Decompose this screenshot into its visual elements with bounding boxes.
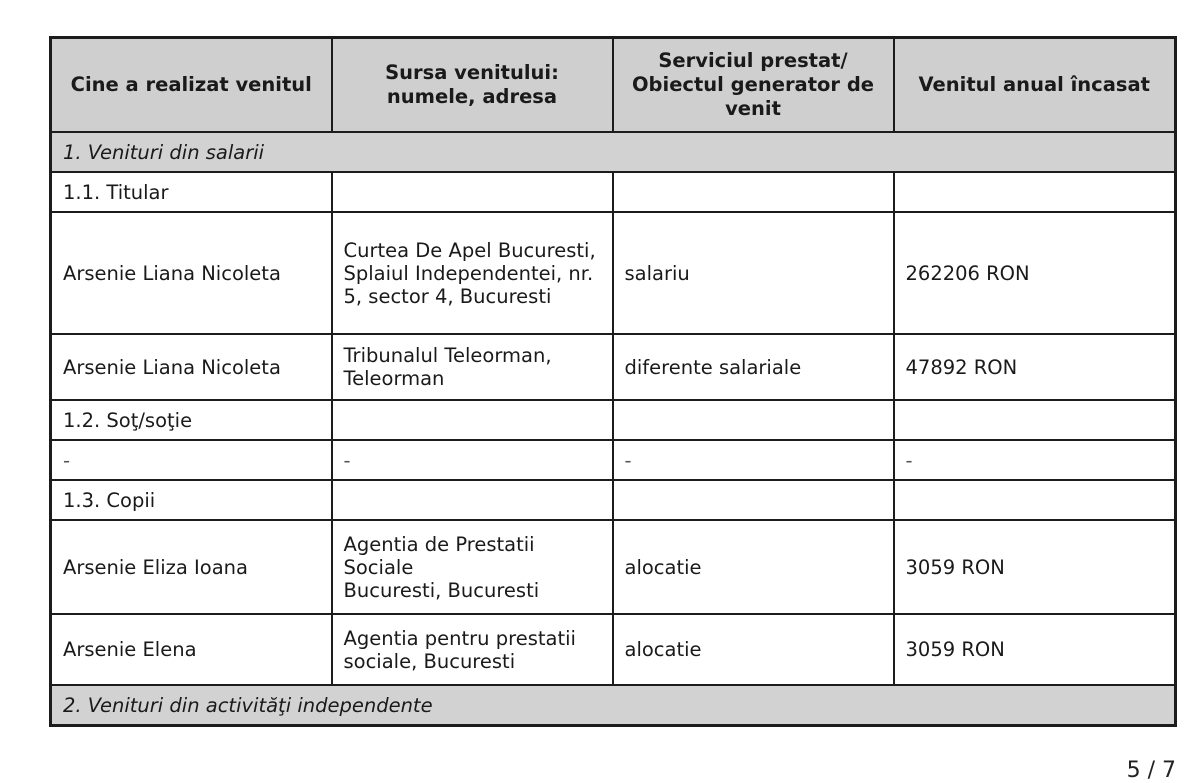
cell-who: Arsenie Eliza Ioana [51,520,332,614]
header-annual-income: Venitul anual încasat [894,38,1176,133]
income-table [49,36,1177,727]
table-row [51,440,1176,480]
cell-who: Arsenie Liana Nicoleta [51,212,332,334]
subsection-titular: 1.1. Titular [51,172,332,212]
table-cell [613,480,894,520]
table-row [51,334,1176,400]
table-row [51,212,1176,334]
section-title-salaries: 1. Venituri din salarii [51,132,1176,172]
cell-source: Tribunalul Teleorman, Teleorman [332,334,613,400]
cell-source: Agentia pentru prestatii sociale, Bucuresti [332,614,613,685]
section-title-independent: 2. Venituri din activităţi independente [51,685,1176,726]
table-cell [894,400,1176,440]
cell-who: Arsenie Liana Nicoleta [51,334,332,400]
cell-service: alocatie [613,614,894,685]
cell-amount: 3059 RON [894,520,1176,614]
table-cell [613,172,894,212]
header-service: Serviciul prestat/ Obiectul generator de venit [613,38,894,133]
page-number: 5 / 7 [1126,758,1176,783]
header-source: Sursa venitului: numele, adresa [332,38,613,133]
cell-who: Arsenie Elena [51,614,332,685]
table-row [51,400,1176,440]
table-cell [894,480,1176,520]
subsection-children: 1.3. Copii [51,480,332,520]
header-who: Cine a realizat venitul [51,38,332,133]
cell-source: - [332,440,613,480]
table-cell [332,172,613,212]
cell-source: Agentia de Prestatii Sociale Bucuresti, Bucuresti [332,520,613,614]
cell-service: - [613,440,894,480]
cell-amount: 47892 RON [894,334,1176,400]
table-row [51,480,1176,520]
cell-service: alocatie [613,520,894,614]
table-header-row [51,38,1176,133]
table-cell [613,400,894,440]
cell-amount: 262206 RON [894,212,1176,334]
cell-service: salariu [613,212,894,334]
table-cell [894,172,1176,212]
cell-who: - [51,440,332,480]
table-cell [332,480,613,520]
cell-service: diferente salariale [613,334,894,400]
cell-amount: - [894,440,1176,480]
cell-amount: 3059 RON [894,614,1176,685]
subsection-spouse: 1.2. Soţ/soţie [51,400,332,440]
cell-source: Curtea De Apel Bucuresti, Splaiul Independentei, nr. 5, sector 4, Bucuresti [332,212,613,334]
table-row [51,172,1176,212]
table-row [51,614,1176,685]
section-row-salaries [51,132,1176,172]
table-row [51,520,1176,614]
table-cell [332,400,613,440]
section-row-independent [51,685,1176,726]
